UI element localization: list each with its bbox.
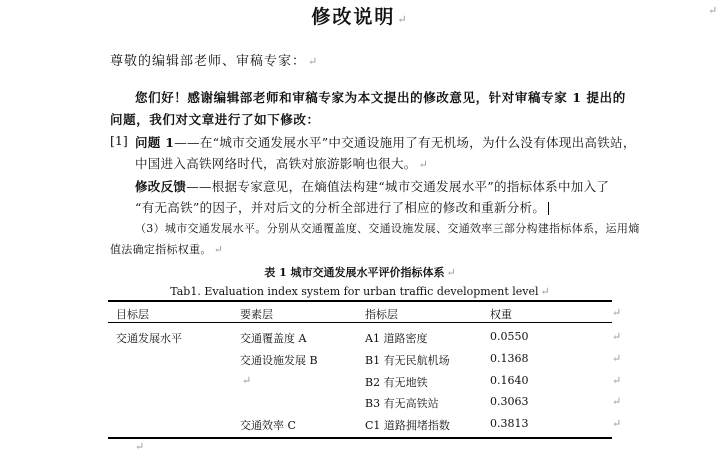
- row-end-mark-icon: ↵: [612, 417, 622, 430]
- table-header-element: 要素层: [240, 308, 273, 321]
- paragraph-mark-icon: ↵: [308, 55, 319, 68]
- table-cell: 0.1640: [490, 374, 529, 387]
- row-end-mark-icon: ↵: [612, 374, 622, 387]
- row-end-mark-icon: ↵: [612, 306, 622, 319]
- table-cell: B3 有无高铁站: [365, 397, 439, 410]
- greeting-line: 尊敬的编辑部老师、审稿专家： ↵: [110, 54, 319, 69]
- paragraph-mark-icon: ↵: [418, 158, 429, 171]
- table-top-rule: [108, 300, 612, 302]
- table-cell: 0.1368: [490, 352, 529, 365]
- feedback-line-2: “有无高铁”的因子，并对后文的分析全部进行了相应的修改和重新分析。: [135, 198, 549, 216]
- table-header-weight: 权重: [490, 308, 512, 321]
- paragraph-mark-icon: ↵: [135, 440, 145, 453]
- table-caption-en: Tab1. Evaluation index system for urban traffic development level ↵: [170, 285, 550, 298]
- paragraph-mark-icon: ↵: [397, 13, 409, 26]
- table-cell: B2 有无地铁: [365, 376, 428, 389]
- row-end-mark-icon: ↵: [612, 395, 622, 408]
- paragraph3-line-2: 值法确定指标权重。 ↵: [110, 243, 224, 256]
- table-header-indicator: 指标层: [365, 308, 398, 321]
- table-cell: A1 道路密度: [365, 332, 428, 345]
- question-line-2: 中国进入高铁网络时代，高铁对旅游影响也很大。 ↵: [135, 156, 429, 171]
- feedback-label: 修改反馈: [135, 179, 187, 194]
- table-header-rule: [108, 322, 612, 323]
- row-end-mark-icon: ↵: [612, 352, 622, 365]
- text-cursor: [548, 202, 549, 215]
- paragraph-mark-icon: ↵: [708, 4, 718, 17]
- paragraph3-line-1: （3）城市交通发展水平。分别从交通覆盖度、交通设施发展、交通效率三部分构建指标体系，运用熵: [135, 222, 640, 235]
- table-cell: 0.3813: [490, 417, 529, 430]
- table-cell: 交通发展水平: [116, 332, 182, 345]
- row-end-mark-icon: ↵: [612, 330, 622, 343]
- table-cell: 交通覆盖度 A: [240, 332, 307, 345]
- table-caption-cn: 表 1 城市交通发展水平评价指标体系 ↵: [264, 266, 456, 279]
- table-cell: 交通效率 C: [240, 419, 296, 432]
- table-cell: 0.3063: [490, 395, 529, 408]
- list-number: [1]: [110, 133, 128, 148]
- intro-line-1: 您们好！感谢编辑部老师和审稿专家为本文提出的修改意见，针对审稿专家 1 提出的: [135, 90, 626, 105]
- paragraph-mark-icon: ↵: [540, 285, 550, 298]
- intro-line-2: 问题，我们对文章进行了如下修改：: [110, 112, 320, 127]
- table-header-target: 目标层: [116, 308, 149, 321]
- page-title: 修改说明 ↵: [311, 6, 409, 28]
- question-line-1: 问题 1——在“城市交通发展水平”中交通设施用了有无机场，为什么没有体现出高铁站，: [135, 135, 636, 150]
- question-label: 问题 1: [135, 135, 175, 150]
- table-cell: B1 有无民航机场: [365, 354, 450, 367]
- table-cell: C1 道路拥堵指数: [365, 419, 450, 432]
- table-bottom-rule: [108, 437, 612, 439]
- table-cell: 0.0550: [490, 330, 529, 343]
- table-cell: 交通设施发展 B: [240, 354, 318, 367]
- paragraph-mark-icon: ↵: [446, 266, 456, 279]
- paragraph-mark-icon: ↵: [213, 243, 224, 256]
- empty-cell-mark-icon: ↵: [242, 374, 252, 387]
- feedback-line-1: 修改反馈——根据专家意见，在熵值法构建“城市交通发展水平”的指标体系中加入了: [135, 179, 610, 194]
